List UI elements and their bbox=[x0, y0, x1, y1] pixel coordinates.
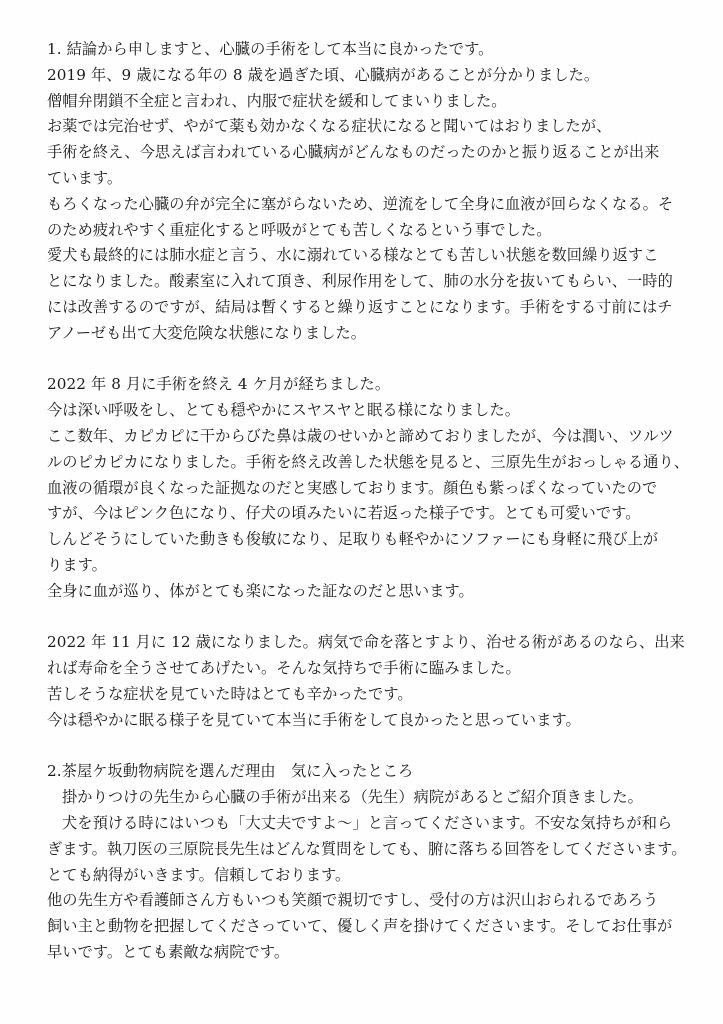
text-line: ります。 bbox=[47, 555, 107, 574]
section-1-heading-line: 1. 結論から申しますと、心臓の手術をして本当に良かったです。 bbox=[47, 40, 494, 58]
text-line: 他の先生方や看護師さん方もいつも笑顔で親切ですし、受付の方は沢山おられるであろう bbox=[47, 891, 659, 910]
text-line: 今は穏やかに眠る様子を見ていて本当に手術をして良かったと思っています。 bbox=[47, 710, 581, 729]
document-body bbox=[47, 37, 697, 966]
text-line: 犬を預ける時にはいつも「大丈夫ですよ～」と言ってくださいます。不安な気持ちが和ら bbox=[62, 813, 673, 832]
text-line: には改善するのですが、結局は暫くすると繰り返すことになります。手術をする寸前にはチ bbox=[47, 297, 673, 316]
text-line: 今は深い呼吸をし、とても穏やかにスヤスヤと眠る様になりました。 bbox=[47, 401, 521, 420]
text-line: 僧帽弁閉鎖不全症と言われ、内服で症状を緩和してまいりました。 bbox=[47, 91, 507, 110]
text-line: 苦しそうな症状を見ていた時はとても辛かったです。 bbox=[47, 684, 413, 703]
text-line: 早いです。とても素敵な病院です。 bbox=[47, 942, 290, 961]
text-line: アノーゼも出て大変危険な状態になりました。 bbox=[47, 323, 367, 342]
text-line: 飼い主と動物を把握してくださっていて、優しく声を掛けてくださいます。そしてお仕事が bbox=[47, 917, 673, 936]
text-line: のため疲れやすく重症化すると呼吸がとても苦しくなるという事でした。 bbox=[47, 220, 552, 239]
text-line: 全身に血が巡り、体がとても楽になった証なのだと思います。 bbox=[47, 581, 474, 600]
paragraph-spacer bbox=[47, 347, 697, 373]
text-line: しんどそうにしていた動きも俊敏になり、足取りも軽やかにソファーにも身軽に飛び上が bbox=[47, 530, 659, 549]
text-line: すが、今はピンク色になり、仔犬の頃みたいに若返った様子です。とても可愛いです。 bbox=[47, 504, 641, 523]
text-line: もろくなった心臓の弁が完全に塞がらないため、逆流をして全身に血液が回らなくなる。そ bbox=[47, 194, 674, 213]
section-2 bbox=[47, 759, 697, 965]
text-line: ルのピカピカになりました。手術を終え改善した状態を見ると、三原先生がおっしゃる通り、 bbox=[47, 452, 690, 471]
text-line: お薬では完治せず、やがて薬も効かなくなる症状になると聞いてはおりましたが、 bbox=[47, 117, 612, 136]
paragraph-spacer bbox=[47, 734, 697, 760]
text-line: れば寿命を全うさせてあげたい。そんな気持ちで手術に臨みました。 bbox=[47, 659, 521, 678]
text-line: ています。 bbox=[47, 168, 123, 187]
text-line: とても納得がいきます。信頼しております。 bbox=[47, 865, 351, 884]
text-line: とになりました。酸素室に入れて頂き、利尿作用をして、肺の水分を抜いてもらい、一時的 bbox=[47, 272, 673, 291]
text-line: ぎます。執刀医の三原院長先生はどんな質問をしても、腑に落ちる回答をしてくださいます。 bbox=[47, 839, 687, 858]
section-2-heading: 2.茶屋ケ坂動物病院を選んだ理由 気に入ったところ bbox=[47, 762, 414, 781]
section-1-paragraph-1 bbox=[47, 37, 697, 347]
text-line: 愛犬も最終的には肺水症と言う、水に溺れている様なとても苦しい状態を数回繰り返すこ bbox=[47, 246, 659, 265]
text-line: 2019 年、9 歳になる年の 8 歳を過ぎた頃、心臓病があることが分かりました。 bbox=[47, 65, 600, 84]
text-line: 血液の循環が良くなった証拠なのだと実感しております。顔色も紫っぽくなっていたので bbox=[47, 478, 658, 497]
text-line: 手術を終え、今思えば言われている心臓病がどんなものだったのかと振り返ることが出来 bbox=[47, 143, 660, 162]
text-line: ここ数年、カピカピに干からびた鼻は歳のせいかと諦めておりましたが、今は潤い、ツルツ bbox=[47, 426, 674, 445]
paragraph-spacer bbox=[47, 605, 697, 631]
section-1-paragraph-2 bbox=[47, 372, 697, 604]
section-1-paragraph-3 bbox=[47, 630, 697, 733]
text-line: 2022 年 8 月に手術を終え 4 ケ月が経ちました。 bbox=[47, 375, 391, 394]
text-line: 掛かりつけの先生から心臓の手術が出来る（先生）病院があるとご紹介頂きました。 bbox=[62, 788, 643, 807]
text-line: 2022 年 11 月に 12 歳になりました。病気で命を落とすより、治せる術があるのなら、出来 bbox=[47, 633, 685, 652]
